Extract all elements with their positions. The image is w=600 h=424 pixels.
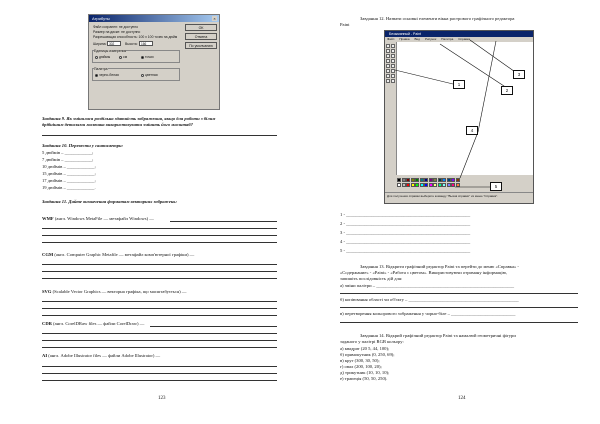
format-desc: (Scalable Vector Graphics — векторна графіка, що масштабується) — xyxy=(51,289,187,294)
default-button[interactable]: По умолчанию xyxy=(185,42,217,49)
answer-line xyxy=(340,293,578,294)
ok-button[interactable]: ОК xyxy=(185,24,217,31)
task10-title: Завдання 10. Перевести у сантиметри: xyxy=(42,143,124,148)
callout-1: 1 xyxy=(453,80,465,89)
format-text xyxy=(42,353,160,358)
task9-line1: Завдання 9. Як змінилася роздільна здатність зображення, якщо для роботи з білим xyxy=(42,116,216,121)
answer-line xyxy=(42,264,277,265)
menu-image[interactable]: Рисунок xyxy=(424,37,437,41)
palette-color-label: цветная xyxy=(145,73,158,77)
arrow-3 xyxy=(470,40,518,74)
format-desc: (англ. CorelDRaw files — файли CorelDraw) — xyxy=(51,321,145,326)
task13-line2: «Содержание» - «Paint» - «Работа с цветом». Використовуючи отриману інформацію, xyxy=(340,270,508,275)
answer-line xyxy=(42,340,277,341)
callout-5: 5 xyxy=(490,182,502,191)
answer-line xyxy=(42,366,277,367)
task14-item: б) прямокутник (0, 250, 69); xyxy=(340,352,395,357)
task14-item: д) трикутник (10, 10, 10); xyxy=(340,370,390,375)
page-number: 123 xyxy=(158,396,166,401)
paint-title-bar: Безымянный - Paint xyxy=(385,31,533,37)
arrow-2 xyxy=(440,44,507,88)
last-saved-text: Файл сохранен: не доступно xyxy=(93,25,138,29)
paint-status-bar: Для получения справки выберите команду "Вызов справки" из меню "Справка". xyxy=(385,192,533,203)
units-cm-radio[interactable] xyxy=(119,56,122,59)
answer-3: 3 - ______________________________________________________ xyxy=(340,230,471,235)
units-pixels-radio[interactable] xyxy=(141,56,144,59)
task14-item: е) трапеція (50, 50, 250). xyxy=(340,376,388,381)
units-inches-radio[interactable] xyxy=(95,56,98,59)
answer-line xyxy=(42,135,277,136)
answer-line xyxy=(42,380,277,381)
close-icon[interactable]: × xyxy=(213,16,216,21)
cancel-button[interactable]: Отмена xyxy=(185,33,217,40)
task9-line2: дрібнішим деталями малюнка використовувати змінить його масштаб? xyxy=(42,122,193,127)
answer-line xyxy=(42,373,277,374)
answer-line xyxy=(42,315,277,316)
format-abbr: AI xyxy=(42,353,48,358)
answer-2: 2 - ______________________________________________________ xyxy=(340,221,471,226)
format-desc: (англ. Windows MetaFile — метафайл Windows) — xyxy=(53,216,154,221)
dialog-title-bar xyxy=(89,15,219,22)
palette-bw-radio[interactable] xyxy=(95,74,98,77)
format-abbr: WMF xyxy=(42,216,54,221)
task10-item: 5 дюймів – ____________; xyxy=(42,150,94,155)
width-input[interactable]: 302 xyxy=(107,41,121,46)
format-text xyxy=(42,216,154,221)
task13-item-b: б) копіювання області чи об'єкту – ________________________________________________ xyxy=(340,297,519,302)
palette-bw-label: черно-белая xyxy=(99,73,119,77)
task10-item: 17 дюймів – ____________; xyxy=(42,178,96,183)
task11-title: Завдання 11. Дайте визначення форматам векторних зображень: xyxy=(42,199,178,204)
task12-text: Завдання 12. Назвати основні елементи вікна растрового графічного редактора xyxy=(360,16,515,21)
dialog-title: Атрибуты xyxy=(92,16,110,21)
menu-help[interactable]: Справка xyxy=(458,37,471,41)
height-input[interactable]: 166 xyxy=(139,41,153,46)
units-pixels-label: точки xyxy=(145,55,154,59)
format-text xyxy=(42,321,144,326)
task10-item: 15 дюймів – ____________; xyxy=(42,171,96,176)
answer-line xyxy=(42,271,277,272)
units-inches-label: дюймы xyxy=(99,55,111,59)
task14-line2: заданого у палітрі RGB кольору: xyxy=(340,339,404,344)
task14-item: а) квадрат (20 5, 44, 100); xyxy=(340,346,390,351)
callout-2: 2 xyxy=(501,86,513,95)
answer-line xyxy=(42,308,277,309)
answer-4: 4 - ______________________________________________________ xyxy=(340,239,471,244)
task14-line1: Завдання 14. Відкрий графічний редактор Paint та намалюй геометричні фігури xyxy=(360,333,516,338)
answer-line xyxy=(42,347,277,348)
answer-line xyxy=(42,228,277,229)
task10-item: 7 дюймів – ____________; xyxy=(42,157,94,162)
palette-color-radio[interactable] xyxy=(141,74,144,77)
answer-line xyxy=(150,326,277,327)
task10-item: 19 дюймів – ____________. xyxy=(42,185,96,190)
answer-line xyxy=(340,322,578,323)
answer-line xyxy=(42,278,277,279)
disk-size-text: Размер на диске: не доступно xyxy=(93,30,141,34)
task14-item: г) овал (200, 100, 20); xyxy=(340,364,382,369)
answer-line xyxy=(42,333,277,334)
arrow-1 xyxy=(395,70,453,84)
page-number: 124 xyxy=(458,396,466,401)
task12-line2: Paint xyxy=(340,22,350,27)
task13-line1: Завдання 13. Відкрити графічний редактор Paint та перейти до меню «Справка» - xyxy=(360,264,519,269)
task10-item: 10 дюймів – ____________; xyxy=(42,164,96,169)
format-text xyxy=(42,289,186,294)
format-abbr: SVG xyxy=(42,289,52,294)
task13-item-a: а) зміни палітри – ____________________________________________________________ xyxy=(340,283,515,288)
height-label: Высота: xyxy=(125,42,138,46)
format-abbr: CGM xyxy=(42,252,54,257)
task13-item-c: в) перетворення кольорового зображення у чорно-біле – ____________________________ xyxy=(340,311,516,316)
answer-1: 1 - ______________________________________________________ xyxy=(340,212,471,217)
answer-5: 5 - ______________________________________________________ xyxy=(340,248,471,253)
attributes-dialog xyxy=(88,14,220,110)
menu-file[interactable]: Файл xyxy=(387,37,395,41)
units-group-label: Единицы измерения xyxy=(94,49,127,53)
answer-line xyxy=(42,301,277,302)
answer-line xyxy=(42,242,277,243)
menu-view[interactable]: Вид xyxy=(414,37,420,41)
callout-3: 3 xyxy=(513,70,525,79)
answer-line xyxy=(170,221,277,222)
arrow-4b xyxy=(460,132,478,178)
task13-line3: запишіть послідовність дій для: xyxy=(340,276,403,281)
resolution-text: Разрешающая способность: 100 x 100 точек на дюйм xyxy=(93,35,178,39)
format-desc: (англ. Adobe Illustrator files — файли Adobe Illustrator) — xyxy=(47,353,161,358)
right-page xyxy=(300,0,600,424)
width-label: Ширина: xyxy=(93,42,107,46)
palette-group-label: Палитра xyxy=(94,67,108,71)
arrow-4 xyxy=(478,41,496,132)
format-abbr: CDR xyxy=(42,321,52,326)
callout-4: 4 xyxy=(466,126,478,135)
format-desc: (англ. Computer Graphic Metafile — метафайл комп'ютерної графіки) — xyxy=(53,252,195,257)
menu-colors[interactable]: Палитра xyxy=(441,37,454,41)
units-cm-label: см xyxy=(123,55,128,59)
format-text xyxy=(42,252,194,257)
answer-line xyxy=(340,307,578,308)
menu-edit[interactable]: Правка xyxy=(399,37,410,41)
task14-item: в) круг (300, 30, 50); xyxy=(340,358,380,363)
answer-line xyxy=(42,235,277,236)
